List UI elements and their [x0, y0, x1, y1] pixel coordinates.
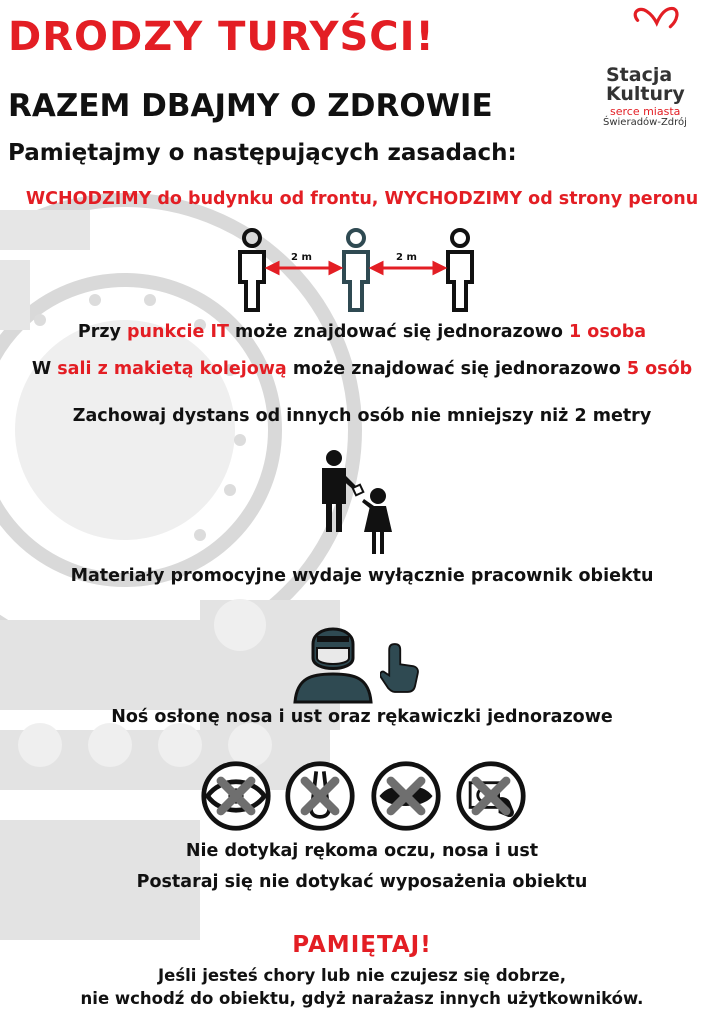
remember-heading: PAMIĘTAJ!: [292, 932, 432, 958]
stacja-kultury-logo: [598, 4, 710, 64]
logo-line4: Świeradów-Zdrój: [603, 117, 687, 128]
rule-model-room: [0, 359, 724, 379]
poster-title: DRODZY TURYŚCI!: [8, 14, 435, 60]
logo-line2: Kultury: [606, 83, 685, 105]
worker-giving-child-icon: [316, 448, 396, 558]
rule-no-touch-face: Nie dotykaj rękoma oczu, nosa i ust: [185, 841, 539, 861]
closing-line-2: nie wchodź do obiektu, gdyż narażasz innych użytkowników.: [80, 989, 644, 1008]
no-mouth-touch-icon: [370, 760, 442, 832]
entry-exit-rule: WCHODZIMY do budynku od frontu, WYCHODZIMY od strony peronu: [25, 189, 699, 209]
rule-room-highlight: sali z makietą kolejową: [57, 359, 287, 379]
person-distance-icon: [232, 226, 492, 316]
rule-distance: Zachowaj dystans od innych osób nie mniejszy niż 2 metry: [72, 406, 652, 426]
no-equipment-touch-icon: [455, 760, 527, 832]
principles-intro: Pamiętajmy o następujących zasadach:: [8, 140, 517, 166]
rule-no-touch-equipment: Postaraj się nie dotykać wyposażenia obiektu: [136, 872, 588, 892]
rule-it-point: [0, 322, 724, 342]
masked-person-icon: [293, 614, 373, 704]
rule-room-middle: może znajdować się jednorazowo: [286, 359, 627, 379]
closing-line-1: Jeśli jesteś chory lub nie czujesz się dobrze,: [157, 966, 567, 985]
no-nose-touch-icon: [284, 760, 356, 832]
poster-subtitle: RAZEM DBAJMY O ZDROWIE: [8, 88, 493, 124]
no-eye-touch-icon: [200, 760, 272, 832]
rule-it-middle: może znajdować się jednorazowo: [228, 322, 570, 342]
logo-line1: Stacja: [606, 64, 673, 86]
gloved-hand-icon: [380, 640, 426, 696]
rule-it-prefix: Przy: [77, 322, 128, 342]
distance-label-right: 2 m: [396, 252, 417, 263]
rule-materials: Materiały promocyjne wydaje wyłącznie pracownik obiektu: [70, 566, 654, 586]
rule-room-limit: 5 osób: [626, 359, 693, 379]
rule-mask: Noś osłonę nosa i ust oraz rękawiczki jednorazowe: [111, 707, 613, 727]
rule-it-limit: 1 osoba: [569, 322, 647, 342]
rule-room-prefix: W: [31, 359, 58, 379]
logo-line3: serce miasta: [610, 105, 681, 118]
rule-it-highlight: punkcie IT: [127, 322, 229, 342]
distance-label-left: 2 m: [291, 252, 312, 263]
